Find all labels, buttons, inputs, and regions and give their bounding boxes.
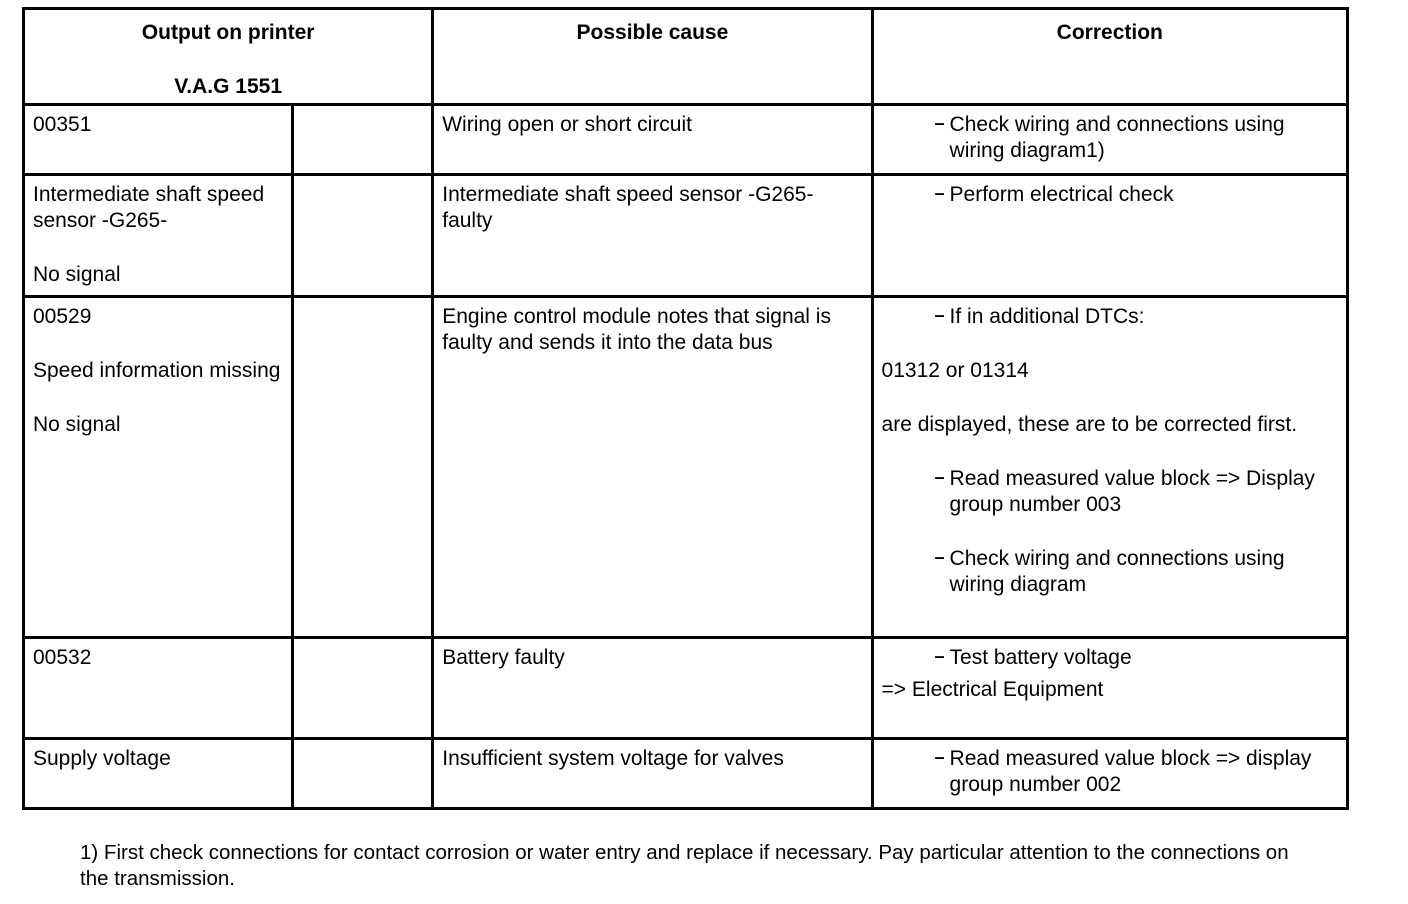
correction-step: – Check wiring and connections using wiring diagram [882,546,1338,598]
table-row [24,175,1348,297]
blank-cell [292,638,432,739]
correction-step: – Read measured value block => Display group number 003 [882,466,1338,518]
dash-bullet-icon: – [934,183,945,203]
table-header-row [24,9,1348,105]
correction-dtc-list: 01312 or 01314 [881,359,1029,382]
dash-bullet-icon: – [934,747,945,767]
cause-cell: Insufficient system voltage for valves [433,739,872,809]
output-cell [24,105,293,175]
table-row [24,739,1348,809]
output-description: Speed information missing [33,359,281,382]
correction-step: – Test battery voltage [882,645,1338,671]
correction-cell [872,105,1347,175]
output-code: 00529 [33,305,92,328]
correction-reference: => Electrical Equipment [881,678,1104,701]
cause-cell: Wiring open or short circuit [433,105,872,175]
header-output-on-printer [24,9,433,105]
troubleshooting-table [22,7,1349,810]
output-code: 00351 [33,113,92,136]
blank-cell [292,105,432,175]
dash-bullet-icon: – [934,113,945,133]
correction-step: – Check wiring and connections using wiring diagram1) [882,112,1338,164]
output-cell [24,638,293,739]
correction-step: – Perform electrical check [882,182,1338,208]
correction-note: are displayed, these are to be corrected first. [881,413,1298,436]
correction-cell [872,739,1347,809]
header-output-device: V.A.G 1551 [174,75,283,98]
cause-cell: Intermediate shaft speed sensor -G265- faulty [433,175,872,297]
output-description: Supply voltage [33,747,171,770]
output-description: Intermediate shaft speed sensor -G265- [33,183,265,232]
output-cell [24,297,293,638]
blank-cell [292,175,432,297]
header-possible-cause: Possible cause [433,9,872,105]
dash-bullet-icon: – [934,547,945,567]
output-condition: No signal [33,413,121,436]
header-output-title: Output on printer [141,21,315,44]
dash-bullet-icon: – [934,467,945,487]
header-correction: Correction [872,9,1347,105]
dash-bullet-icon: – [934,305,945,325]
blank-cell [292,739,432,809]
correction-step: – Read measured value block => display group number 002 [882,746,1338,798]
correction-step: – If in additional DTCs: [882,304,1338,330]
correction-cell [872,175,1347,297]
correction-cell [872,297,1347,638]
footnote: 1) First check connections for contact corrosion or water entry and replace if necessary. Pay particular attention to the connections on the transmission. [80,841,1289,890]
dash-bullet-icon: – [934,646,945,666]
cause-cell: Battery faulty [433,638,872,739]
output-cell [24,175,293,297]
output-code: 00532 [33,646,92,669]
table-row [24,297,1348,638]
blank-cell [292,297,432,638]
cause-cell: Engine control module notes that signal is faulty and sends it into the data bus [433,297,872,638]
table-row [24,638,1348,739]
correction-cell [872,638,1347,739]
table-row [24,105,1348,175]
output-condition: No signal [33,263,121,286]
output-cell [24,739,293,809]
